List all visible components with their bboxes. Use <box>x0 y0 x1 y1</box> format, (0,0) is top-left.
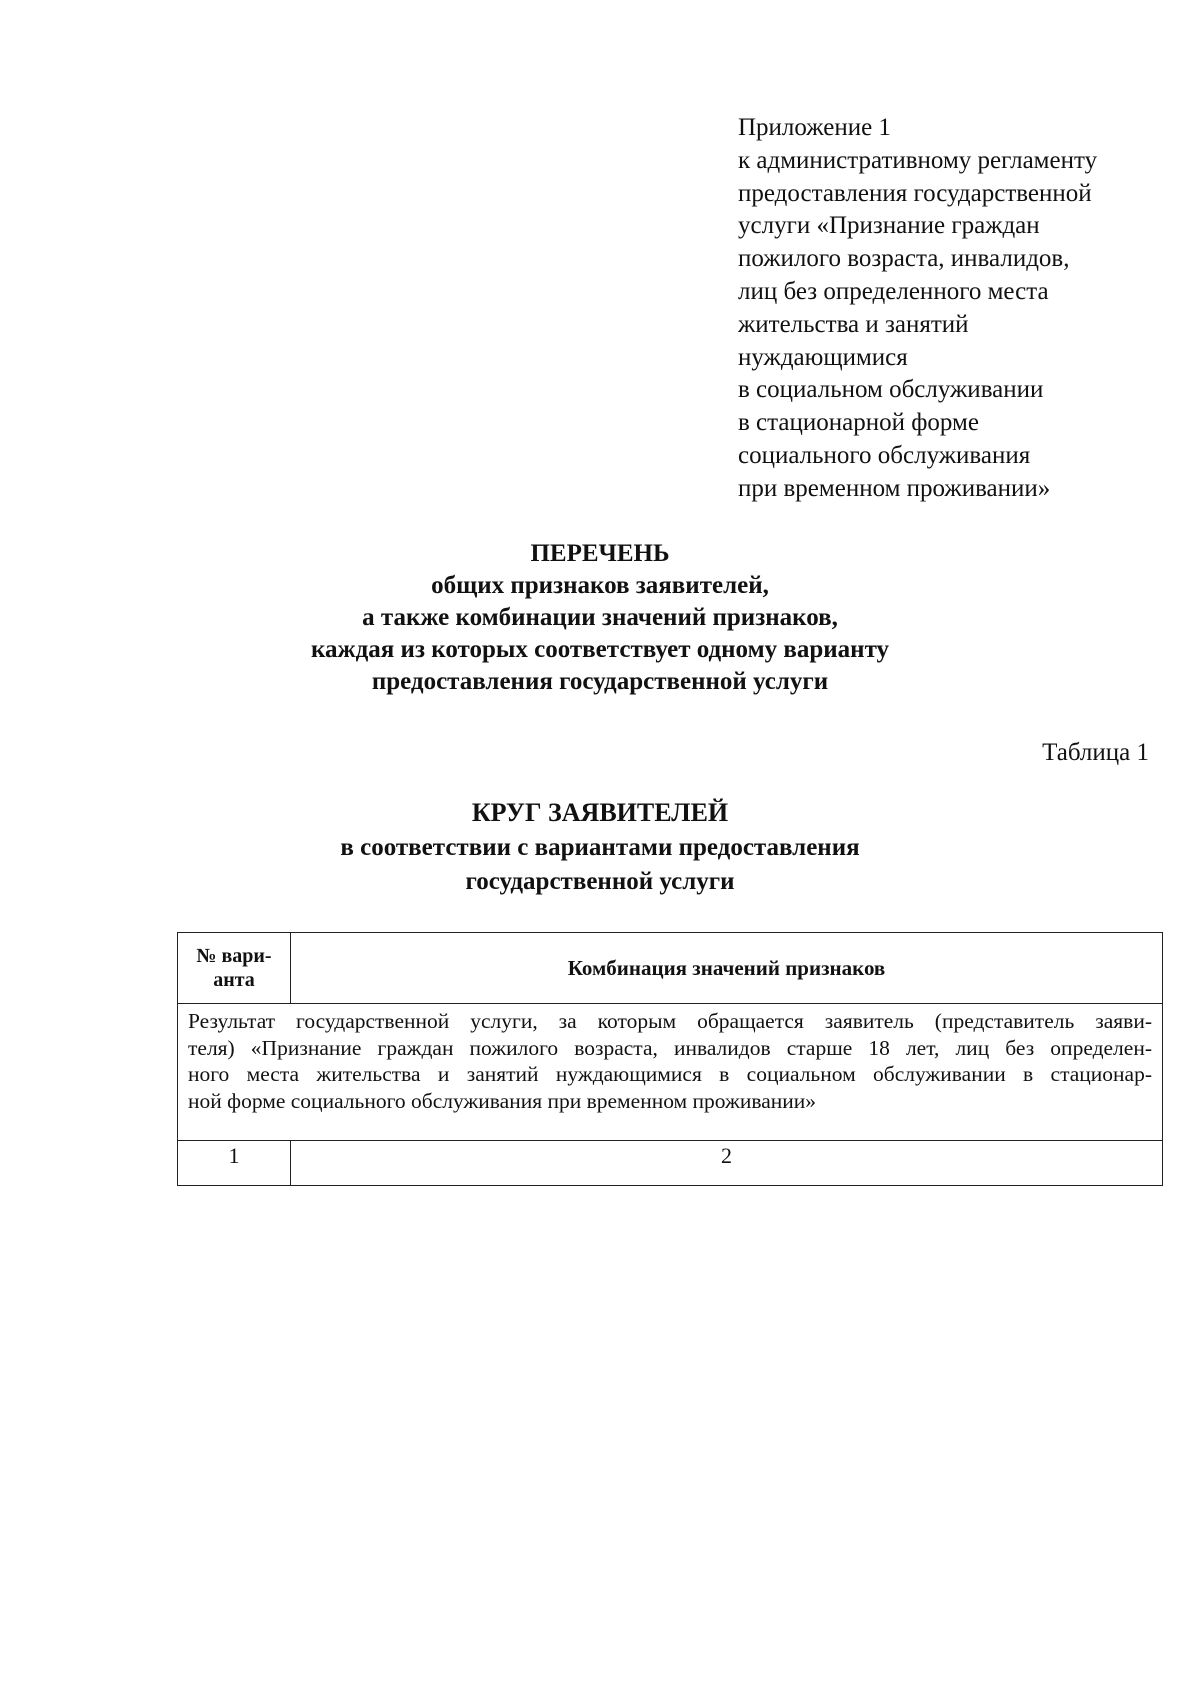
annex-line: социального обслуживания <box>738 441 1031 469</box>
circle-heading-line: в соответствии с вариантами предоставления <box>340 834 860 861</box>
list-heading-line: общих признаков заявителей, <box>431 572 769 599</box>
annex-line: Приложение 1 <box>738 114 891 141</box>
annex-line: при временном проживании» <box>738 474 1051 502</box>
annex-line: жительства и занятий <box>738 310 969 338</box>
annex-line: услуги «Признание граждан <box>738 212 1040 240</box>
list-heading-line: а также комбинации значений признаков, <box>362 604 838 631</box>
circle-heading <box>0 795 1200 899</box>
list-heading-line: предоставления государственной услуги <box>371 668 829 695</box>
table-header-row <box>178 933 1163 1004</box>
result-line: Результат государственной услуги, за которым обращается заявитель (представитель заяви- <box>188 1009 1152 1033</box>
result-description <box>178 1004 1163 1141</box>
annex-block <box>738 112 1178 506</box>
annex-line: к административному регламенту <box>738 146 1098 174</box>
circle-heading-title: КРУГ ЗАЯВИТЕЛЕЙ <box>471 798 729 827</box>
column-index-2: 2 <box>291 1141 1163 1186</box>
table-row <box>178 1004 1163 1141</box>
header-variant-line: № вари- <box>196 945 272 967</box>
annex-line: предоставления государственной <box>738 179 1092 207</box>
annex-line: лиц без определенного места <box>738 277 1049 305</box>
header-variant-number <box>178 933 291 1004</box>
column-index-1: 1 <box>178 1141 291 1186</box>
list-heading <box>0 538 1200 698</box>
table-number: Таблица 1 <box>1042 739 1149 766</box>
result-line: ного места жительства и занятий нуждающимися в социальном обслуживании в стационар- <box>188 1062 1152 1086</box>
circle-heading-line: государственной услуги <box>465 868 735 895</box>
result-line: ной форме социального обслуживания при временном проживании» <box>188 1088 817 1113</box>
annex-line: в социальном обслуживании <box>738 376 1044 404</box>
header-variant-line: анта <box>213 969 255 991</box>
list-heading-title: ПЕРЕЧЕНЬ <box>530 540 670 567</box>
header-combination: Комбинация значений признаков <box>291 933 1163 1004</box>
result-line: теля) «Признание граждан пожилого возраста, инвалидов старше 18 лет, лиц без определен- <box>188 1035 1152 1060</box>
annex-line: пожилого возраста, инвалидов, <box>738 245 1070 273</box>
table-row <box>178 1141 1163 1186</box>
annex-line: нуждающимися <box>738 343 908 371</box>
annex-line: в стационарной форме <box>738 409 979 437</box>
applicants-table <box>177 932 1163 1186</box>
list-heading-line: каждая из которых соответствует одному варианту <box>310 636 890 663</box>
